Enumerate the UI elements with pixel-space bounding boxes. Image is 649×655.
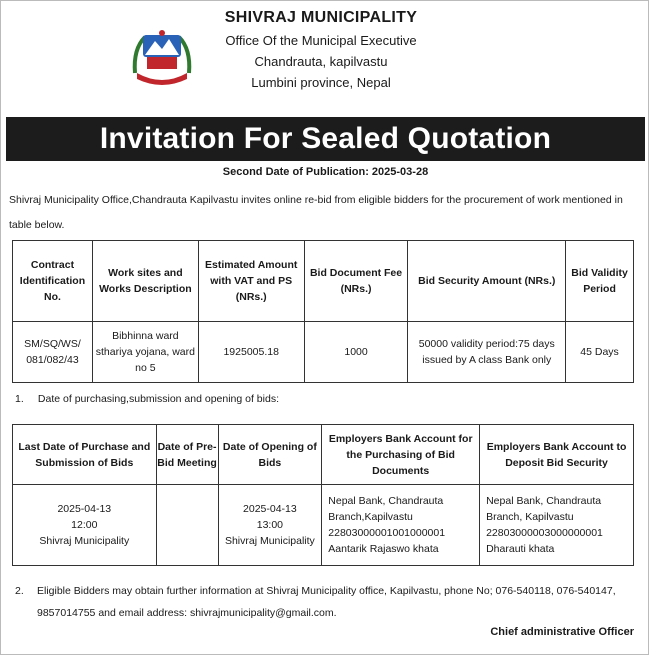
address-line-1: Chandrauta, kapilvastu [254,54,388,69]
item-2-text: Eligible Bidders may obtain further information at Shivraj Municipality office, Kapilvastu, phone No; 076-540118, 076-540147, 9857014755 and email address: shivrajmunicipality@gmail.com. [37,585,616,619]
publication-date: Second Date of Publication: 2025-03-28 [222,166,429,178]
office-name: Office Of the Municipal Executive [225,33,417,48]
col-bank-security: Employers Bank Account to Deposit Bid Security [480,425,634,485]
list-item-1 [15,393,279,405]
open-time: 13:00 [256,519,284,531]
doc-fee-cell: 1000 [304,322,408,383]
col-work-description: Work sites and Works Description [92,241,198,322]
bid-dates-table [12,424,634,566]
opening-date-cell [218,485,322,566]
col-contract-id: Contract Identification No. [13,241,93,322]
signoff: Chief administrative Officer [490,626,634,638]
contract-id-cell: SM/SQ/WS/ 081/082/43 [13,322,93,383]
table-header-row [13,425,634,485]
open-date: 2025-04-13 [243,503,297,515]
bank1-line-2: Branch,Kapilvastu [328,511,413,523]
last-time: 12:00 [71,519,98,531]
open-place: Shivraj Municipality [224,535,315,547]
col-estimated-amount: Estimated Amount with VAT and PS (NRs.) [198,241,304,322]
header [1,1,648,117]
table-row [13,322,634,383]
table-row [13,485,634,566]
security-cell: 50000 validity period:75 days issued by A class Bank only [408,322,566,383]
bank2-line-4: Dharauti khata [486,543,555,555]
estimated-amount-cell: 1925005.18 [198,322,304,383]
bank2-line-1: Nepal Bank, Chandrauta [486,495,602,507]
intro-paragraph: Shivraj Municipality Office,Chandrauta Kapilvastu invites online re-bid from eligible bidders for the procurement of work mentioned in table below. [9,194,623,231]
col-prebid-meeting: Date of Pre-Bid Meeting [156,425,218,485]
municipality-emblem-icon [129,27,195,89]
item-2-number: 2. [15,585,24,597]
col-opening-date: Date of Opening of Bids [218,425,322,485]
table-header-row [13,241,634,322]
list-item-2 [15,580,639,624]
bank1-account-number: 22803000001001000001 [328,527,446,539]
last-place: Shivraj Municipality [39,535,130,547]
col-bid-document-fee: Bid Document Fee (NRs.) [304,241,408,322]
bank-security-cell [480,485,634,566]
work-details-table [12,240,634,383]
bank1-line-1: Nepal Bank, Chandrauta [328,495,444,507]
last-date: 2025-04-13 [57,503,112,515]
col-bid-validity: Bid Validity Period [566,241,634,322]
bank-purchase-cell [322,485,480,566]
notice-title-banner: Invitation For Sealed Quotation [6,117,645,161]
validity-cell: 45 Days [566,322,634,383]
bank2-account-number: 22803000003000000001 [486,527,603,539]
item-1-text: Date of purchasing,submission and opening of bids: [37,393,279,405]
last-date-cell [13,485,157,566]
col-last-date: Last Date of Purchase and Submission of Bids [13,425,157,485]
org-block [201,9,441,90]
col-bid-security: Bid Security Amount (NRs.) [408,241,566,322]
item-1-number: 1. [15,393,24,405]
prebid-cell [156,485,218,566]
work-description-cell: Bibhinna ward sthariya yojana, ward no 5 [92,322,198,383]
address-line-2: Lumbini province, Nepal [251,75,391,90]
bank1-line-4: Aantarik Rajaswo khata [328,543,439,555]
org-name: SHIVRAJ MUNICIPALITY [224,9,418,26]
col-bank-purchase: Employers Bank Account for the Purchasing of Bid Documents [322,425,480,485]
bank2-line-2: Branch, Kapilvastu [486,511,574,523]
